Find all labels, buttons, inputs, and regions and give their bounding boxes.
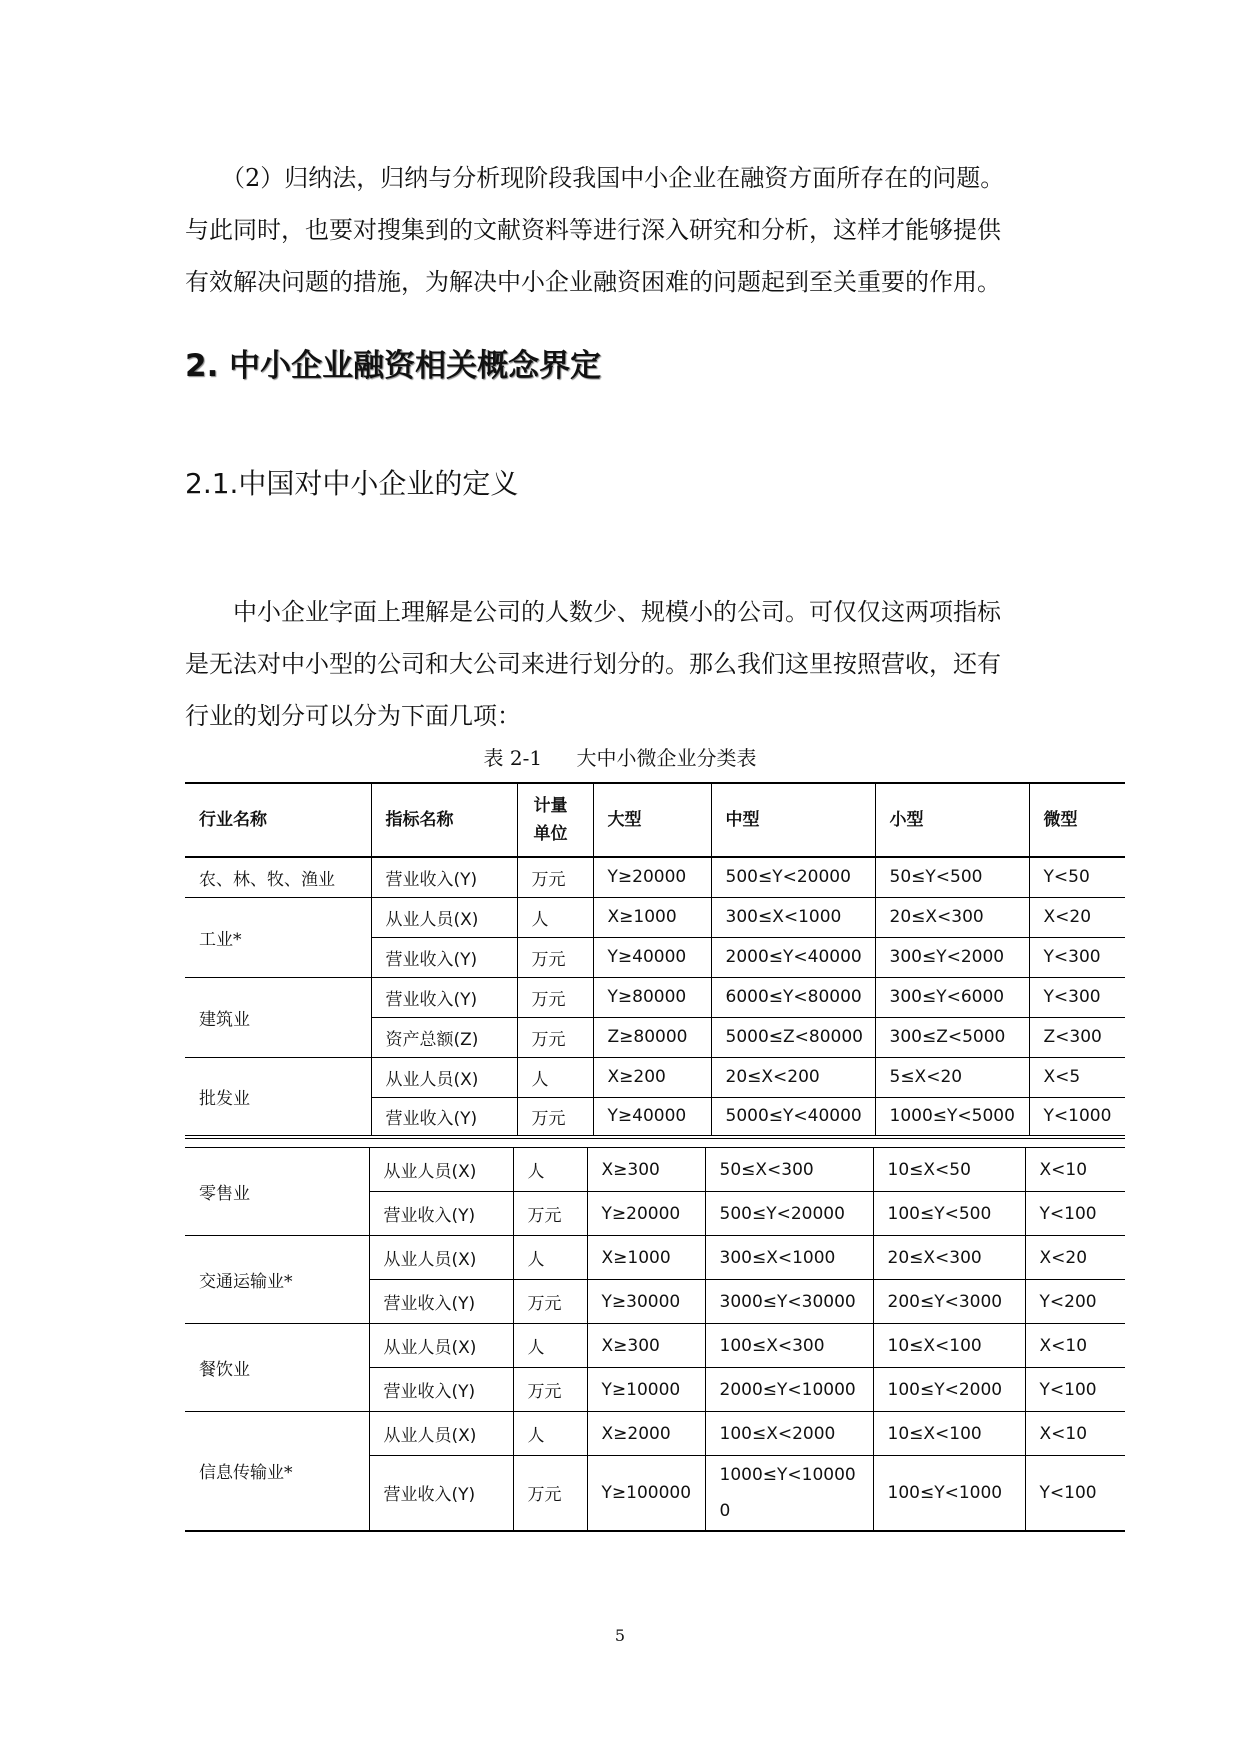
small-cell: 5≤X<20 (875, 1057, 1029, 1097)
header-micro: 微型 (1029, 783, 1125, 857)
large-cell: Z≥80000 (593, 1017, 711, 1057)
medium-cell-line1: 1000≤Y<10000 (719, 1464, 856, 1485)
medium-cell: 3000≤Y<30000 (705, 1280, 873, 1324)
large-cell: Y≥20000 (593, 857, 711, 897)
micro-cell: Y<50 (1029, 857, 1125, 897)
large-cell: X≥200 (593, 1057, 711, 1097)
header-large: 大型 (593, 783, 711, 857)
indicator-cell: 资产总额(Z) (371, 1017, 517, 1057)
medium-cell: 300≤X<1000 (705, 1236, 873, 1280)
small-cell: 10≤X<100 (873, 1412, 1025, 1456)
micro-cell: Y<100 (1025, 1456, 1125, 1531)
small-cell: 300≤Z<5000 (875, 1017, 1029, 1057)
indicator-cell: 从业人员(X) (371, 897, 517, 937)
indicator-cell: 从业人员(X) (369, 1148, 513, 1192)
paragraph-line: 中小企业字面上理解是公司的人数少、规模小的公司。可仅仅这两项指标 (185, 598, 1001, 626)
small-cell: 20≤X<300 (875, 897, 1029, 937)
intro-paragraph (185, 152, 1045, 308)
medium-cell: 2000≤Y<10000 (705, 1368, 873, 1412)
large-cell: Y≥30000 (587, 1280, 705, 1324)
medium-cell (705, 1456, 873, 1531)
large-cell: X≥2000 (587, 1412, 705, 1456)
table-caption (0, 742, 1240, 771)
unit-cell: 万元 (513, 1280, 587, 1324)
header-medium: 中型 (711, 783, 875, 857)
micro-cell: Y<100 (1025, 1368, 1125, 1412)
indicator-cell: 营业收入(Y) (371, 1097, 517, 1137)
industry-cell: 工业* (185, 897, 371, 977)
medium-cell: 300≤X<1000 (711, 897, 875, 937)
small-cell: 10≤X<50 (873, 1148, 1025, 1192)
unit-cell: 万元 (517, 857, 593, 897)
header-unit (517, 783, 593, 857)
unit-cell: 万元 (517, 977, 593, 1017)
paragraph-line: 有效解决问题的措施，为解决中小企业融资困难的问题起到至关重要的作用。 (185, 268, 1001, 296)
micro-cell: Y<200 (1025, 1280, 1125, 1324)
unit-cell: 万元 (517, 937, 593, 977)
micro-cell: Y<100 (1025, 1192, 1125, 1236)
table-number: 表 2-1 (483, 746, 543, 770)
industry-cell: 零售业 (185, 1148, 369, 1236)
medium-cell: 20≤X<200 (711, 1057, 875, 1097)
table-row (185, 1324, 1125, 1368)
header-small: 小型 (875, 783, 1029, 857)
unit-cell: 万元 (513, 1192, 587, 1236)
small-cell: 300≤Y<2000 (875, 937, 1029, 977)
medium-cell: 6000≤Y<80000 (711, 977, 875, 1017)
header-unit-line1: 计量 (533, 796, 568, 816)
table-row (185, 1236, 1125, 1280)
table-header-row (185, 783, 1125, 857)
medium-cell: 5000≤Z<80000 (711, 1017, 875, 1057)
large-cell: Y≥80000 (593, 977, 711, 1017)
medium-cell: 50≤X<300 (705, 1148, 873, 1192)
industry-cell: 餐饮业 (185, 1324, 369, 1412)
subsection-heading: 2.1.中国对中小企业的定义 (185, 467, 519, 500)
small-cell: 50≤Y<500 (875, 857, 1029, 897)
unit-cell: 人 (513, 1148, 587, 1192)
industry-cell: 批发业 (185, 1057, 371, 1137)
medium-cell: 100≤X<300 (705, 1324, 873, 1368)
table-row (185, 897, 1125, 937)
micro-cell: Z<300 (1029, 1017, 1125, 1057)
unit-cell: 人 (513, 1236, 587, 1280)
paragraph-line: 行业的划分可以分为下面几项： (185, 702, 521, 730)
unit-cell: 人 (513, 1412, 587, 1456)
micro-cell: Y<300 (1029, 977, 1125, 1017)
indicator-cell: 从业人员(X) (369, 1236, 513, 1280)
indicator-cell: 营业收入(Y) (369, 1368, 513, 1412)
large-cell: Y≥40000 (593, 937, 711, 977)
small-cell: 10≤X<100 (873, 1324, 1025, 1368)
unit-cell: 万元 (513, 1368, 587, 1412)
indicator-cell: 营业收入(Y) (371, 857, 517, 897)
indicator-cell: 营业收入(Y) (369, 1280, 513, 1324)
large-cell: X≥1000 (587, 1236, 705, 1280)
small-cell: 300≤Y<6000 (875, 977, 1029, 1017)
large-cell: Y≥20000 (587, 1192, 705, 1236)
table-row (185, 1057, 1125, 1097)
unit-cell: 人 (517, 897, 593, 937)
industry-cell: 农、林、牧、渔业 (185, 857, 371, 897)
unit-cell: 人 (517, 1057, 593, 1097)
large-cell: X≥300 (587, 1148, 705, 1192)
large-cell: Y≥100000 (587, 1456, 705, 1531)
micro-cell: X<5 (1029, 1057, 1125, 1097)
medium-cell: 500≤Y<20000 (711, 857, 875, 897)
medium-cell: 2000≤Y<40000 (711, 937, 875, 977)
small-cell: 100≤Y<1000 (873, 1456, 1025, 1531)
indicator-cell: 营业收入(Y) (369, 1192, 513, 1236)
indicator-cell: 从业人员(X) (369, 1412, 513, 1456)
page-number: 5 (614, 1626, 626, 1645)
large-cell: X≥300 (587, 1324, 705, 1368)
table-row (185, 977, 1125, 1017)
table-row (185, 1412, 1125, 1456)
micro-cell: X<10 (1025, 1412, 1125, 1456)
micro-cell: X<20 (1029, 897, 1125, 937)
large-cell: Y≥40000 (593, 1097, 711, 1137)
small-cell: 100≤Y<500 (873, 1192, 1025, 1236)
header-unit-line2: 单位 (533, 824, 568, 844)
industry-cell: 交通运输业* (185, 1236, 369, 1324)
paragraph-line: 与此同时，也要对搜集到的文献资料等进行深入研究和分析，这样才能够提供 (185, 216, 1001, 244)
enterprise-classification-table-part1 (185, 782, 1125, 1139)
indicator-cell: 从业人员(X) (369, 1324, 513, 1368)
indicator-cell: 从业人员(X) (371, 1057, 517, 1097)
definition-paragraph (185, 586, 1045, 742)
micro-cell: Y<1000 (1029, 1097, 1125, 1137)
paragraph-line: 是无法对中小型的公司和大公司来进行划分的。那么我们这里按照营收，还有 (185, 650, 1001, 678)
large-cell: X≥1000 (593, 897, 711, 937)
medium-cell: 5000≤Y<40000 (711, 1097, 875, 1137)
section-heading: 2. 中小企业融资相关概念界定 (185, 348, 602, 384)
table-title: 大中小微企业分类表 (576, 746, 757, 770)
small-cell: 100≤Y<2000 (873, 1368, 1025, 1412)
unit-cell: 万元 (517, 1017, 593, 1057)
paragraph-line: （2）归纳法，归纳与分析现阶段我国中小企业在融资方面所存在的问题。 (185, 164, 1005, 192)
enterprise-classification-table-part2 (185, 1147, 1125, 1532)
unit-cell: 万元 (513, 1456, 587, 1531)
table-row (185, 857, 1125, 897)
large-cell: Y≥10000 (587, 1368, 705, 1412)
micro-cell: X<10 (1025, 1324, 1125, 1368)
medium-cell: 500≤Y<20000 (705, 1192, 873, 1236)
table-row (185, 1148, 1125, 1192)
medium-cell-line2: 0 (719, 1500, 731, 1521)
small-cell: 1000≤Y<5000 (875, 1097, 1029, 1137)
small-cell: 200≤Y<3000 (873, 1280, 1025, 1324)
micro-cell: X<10 (1025, 1148, 1125, 1192)
medium-cell: 100≤X<2000 (705, 1412, 873, 1456)
header-industry: 行业名称 (185, 783, 371, 857)
industry-cell: 建筑业 (185, 977, 371, 1057)
micro-cell: Y<300 (1029, 937, 1125, 977)
unit-cell: 人 (513, 1324, 587, 1368)
indicator-cell: 营业收入(Y) (371, 937, 517, 977)
unit-cell: 万元 (517, 1097, 593, 1137)
micro-cell: X<20 (1025, 1236, 1125, 1280)
small-cell: 20≤X<300 (873, 1236, 1025, 1280)
indicator-cell: 营业收入(Y) (371, 977, 517, 1017)
industry-cell: 信息传输业* (185, 1412, 369, 1531)
header-indicator: 指标名称 (371, 783, 517, 857)
indicator-cell: 营业收入(Y) (369, 1456, 513, 1531)
